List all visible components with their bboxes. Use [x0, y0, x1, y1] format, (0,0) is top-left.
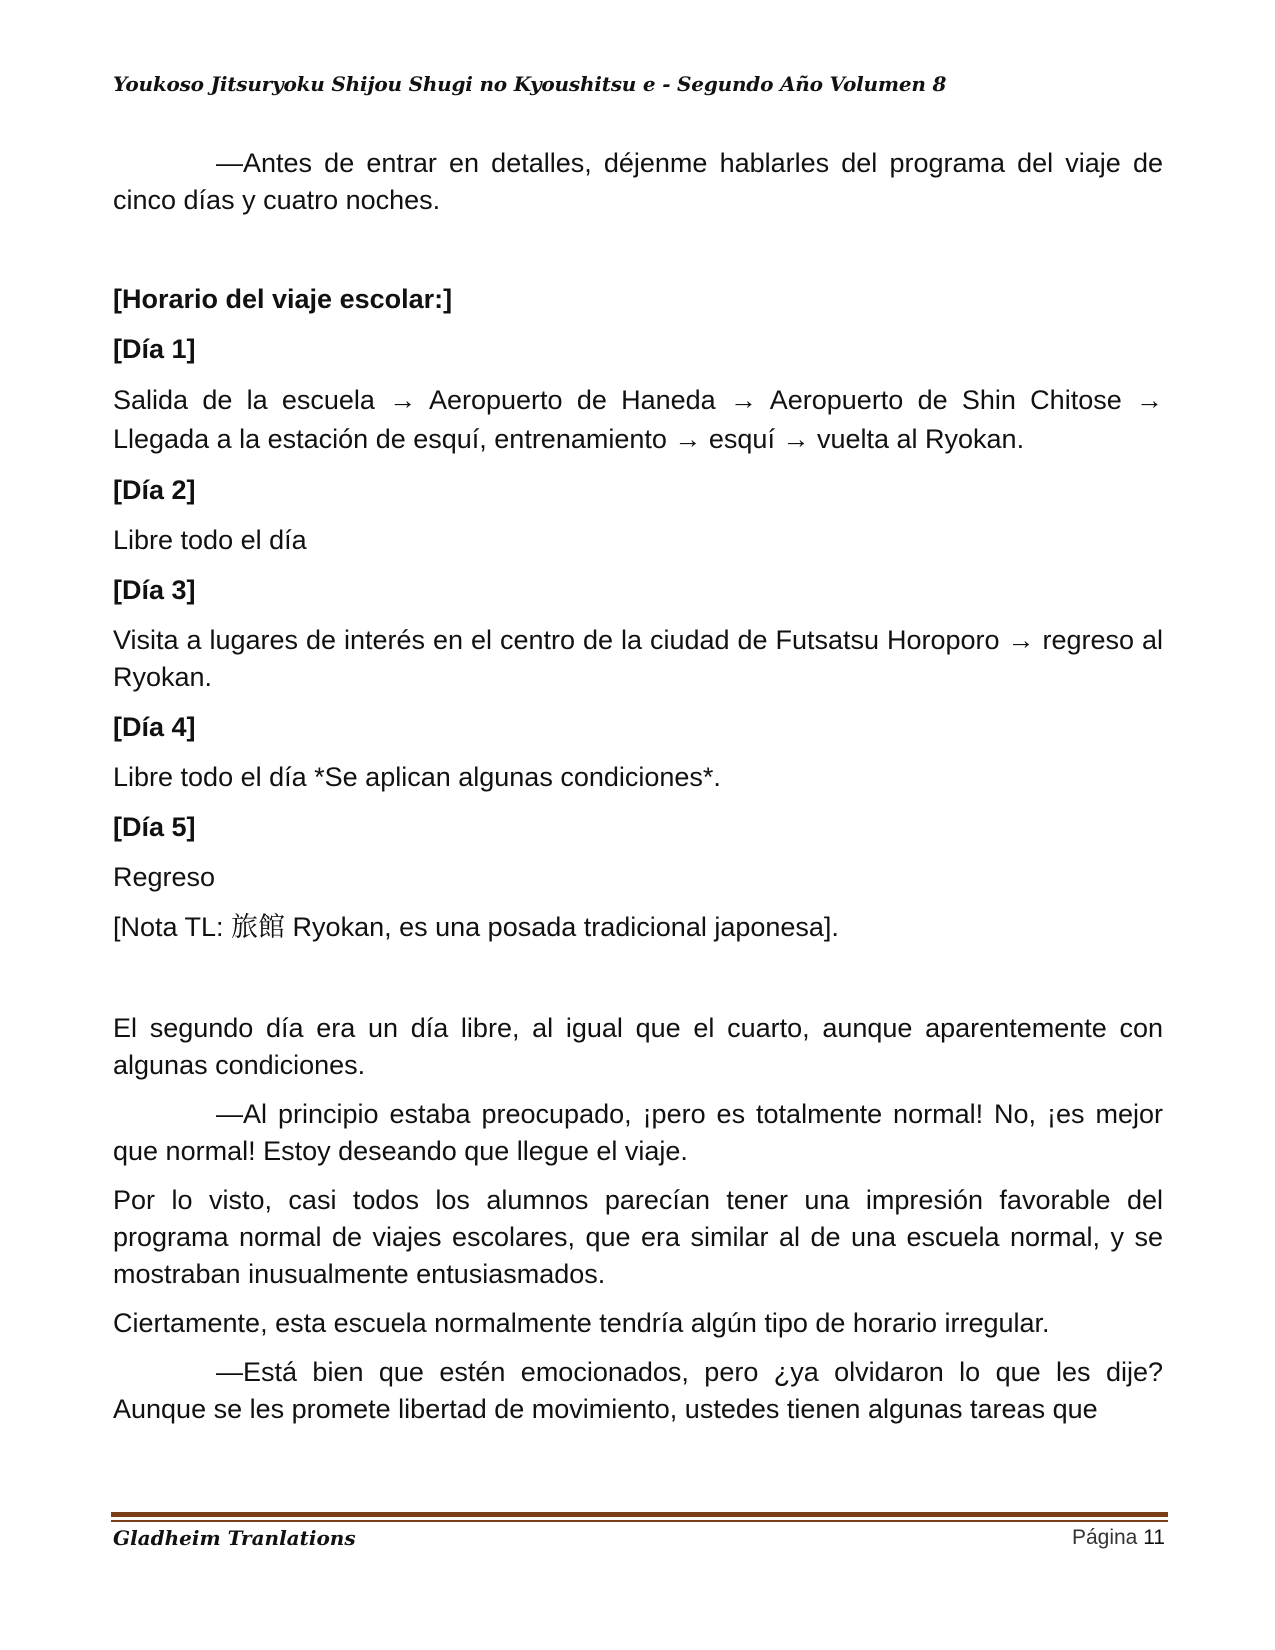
- paragraph-impression: Por lo visto, casi todos los alumnos parecían tener una impresión favorable del programa normal de viajes escolares, que era similar al de una escuela normal, y se mostraban inusualmente entusiasmados.: [113, 1185, 1163, 1289]
- footer-translator: Gladheim Tranlations: [113, 1526, 356, 1550]
- day5-text: Regreso: [113, 862, 216, 892]
- day1-text: Salida de la escuela → Aeropuerto de Haneda → Aeropuerto de Shin Chitose → Llegada a la estación de esquí, entrenamiento → esquí → vuelta al Ryokan.: [113, 385, 1163, 454]
- page-content: [113, 145, 1163, 1428]
- day2-text: Libre todo el día: [113, 525, 307, 555]
- day2-title: [Día 2]: [113, 475, 196, 505]
- footer-rule-thick: [111, 1512, 1168, 1517]
- paragraph-irregular: Ciertamente, esta escuela normalmente tendría algún tipo de horario irregular.: [113, 1308, 1050, 1338]
- paragraph-intro: —Antes de entrar en detalles, déjenme hablarles del programa del viaje de cinco días y cuatro noches.: [113, 148, 1163, 215]
- translator-note: [Nota TL: 旅館 Ryokan, es una posada tradicional japonesa].: [113, 912, 839, 942]
- page-label: Página: [1071, 1526, 1138, 1549]
- footer-rule-thin: [111, 1520, 1168, 1522]
- paragraph-second-day: El segundo día era un día libre, al igual que el cuarto, aunque aparentemente con algunas condiciones.: [113, 1013, 1163, 1080]
- day5-title: [Día 5]: [113, 812, 196, 842]
- header-title: Youkoso Jitsuryoku Shijou Shugi no Kyoushitsu e - Segundo Año Volumen 8: [113, 72, 947, 96]
- day3-title: [Día 3]: [113, 575, 196, 605]
- day4-title: [Día 4]: [113, 712, 196, 742]
- day4-text: Libre todo el día *Se aplican algunas condiciones*.: [113, 762, 721, 792]
- paragraph-dialogue-1: —Al principio estaba preocupado, ¡pero es totalmente normal! No, ¡es mejor que normal! Estoy deseando que llegue el viaje.: [113, 1099, 1163, 1166]
- paragraph-dialogue-2: —Está bien que estén emocionados, pero ¿ya olvidaron lo que les dije? Aunque se les promete libertad de movimiento, ustedes tienen algunas tareas que: [113, 1357, 1163, 1424]
- page-number-value: 11: [1143, 1526, 1165, 1549]
- day1-title: [Día 1]: [113, 334, 196, 364]
- schedule-title: [Horario del viaje escolar:]: [113, 284, 453, 314]
- page-number: [1072, 1526, 1165, 1550]
- day3-text: Visita a lugares de interés en el centro de la ciudad de Futsatsu Horoporo → regreso al Ryokan.: [113, 625, 1163, 692]
